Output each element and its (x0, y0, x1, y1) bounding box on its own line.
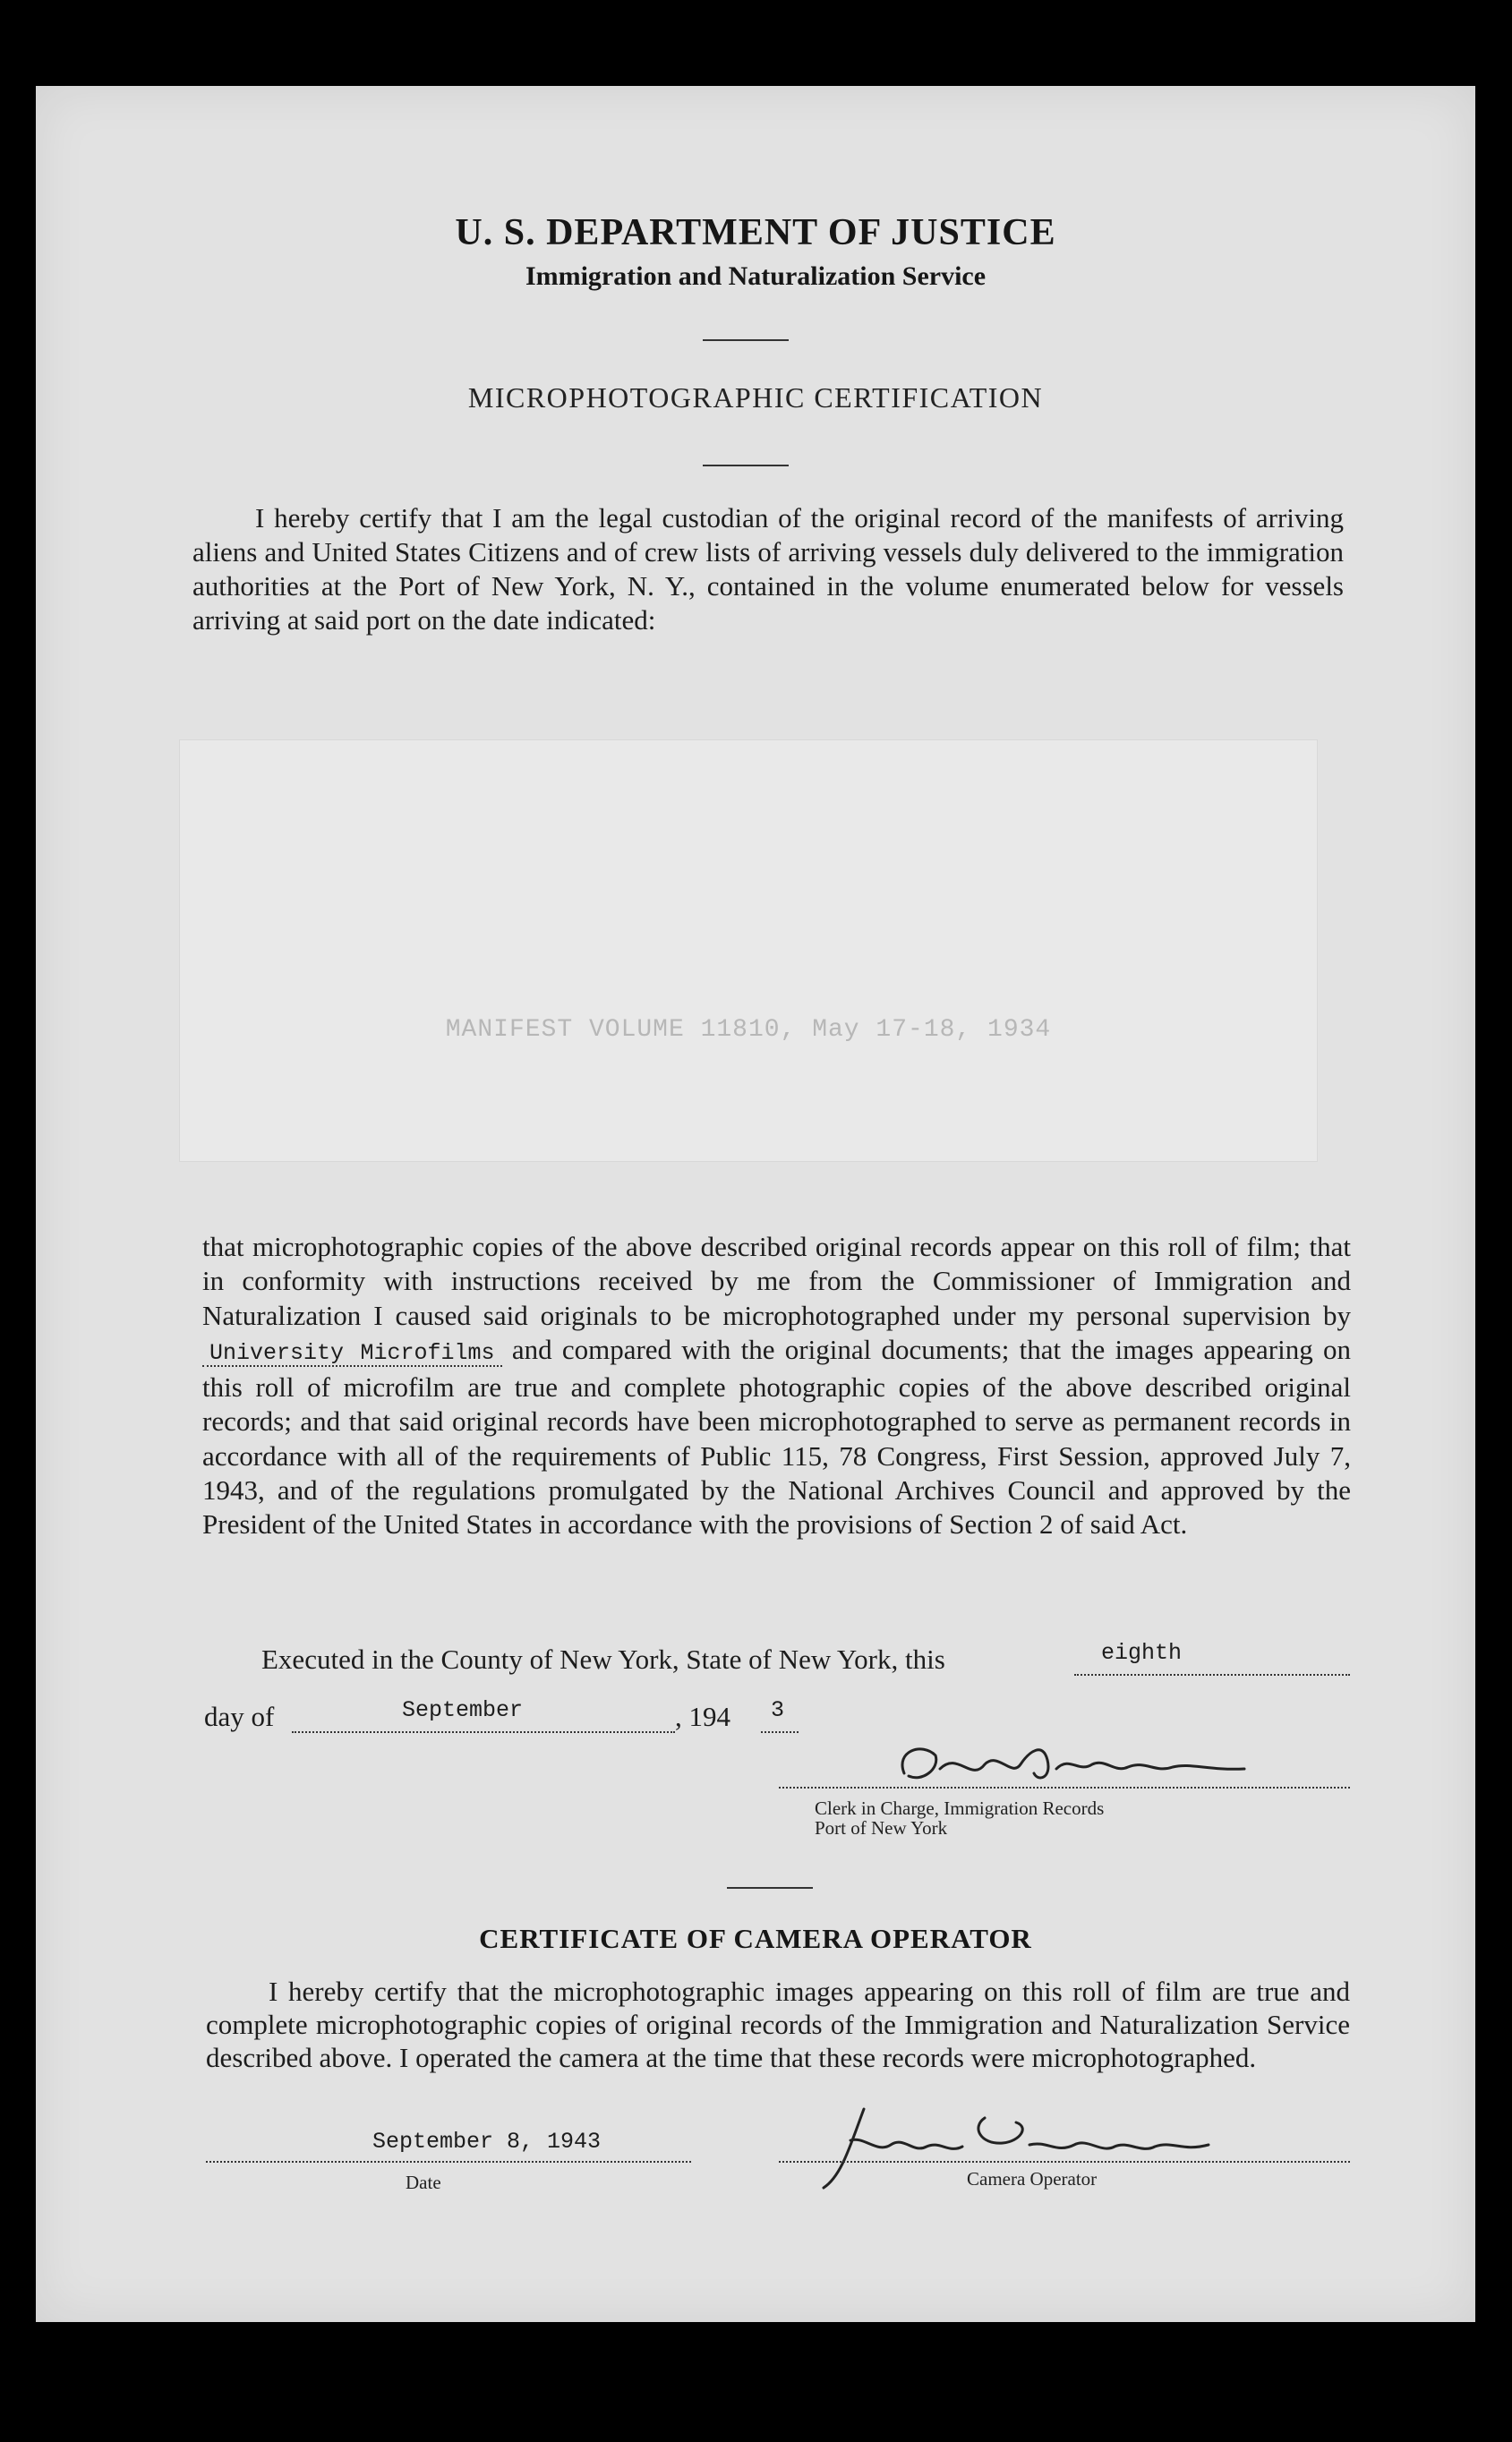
month-field-line (292, 1731, 675, 1733)
service-subtitle: Immigration and Naturalization Service (525, 261, 987, 291)
day-value: eighth (1101, 1640, 1183, 1666)
certification-title: MICROPHOTOGRAPHIC CERTIFICATION (467, 381, 1044, 414)
month-value: September (402, 1697, 524, 1723)
clerk-title: Clerk in Charge, Immigration Records (815, 1797, 1105, 1819)
clerk-caption (815, 1798, 1104, 1838)
day-field-line (1074, 1674, 1350, 1676)
camera-certificate-heading: CERTIFICATE OF CAMERA OPERATOR (479, 1923, 1032, 1954)
section-divider (727, 1887, 813, 1889)
camera-certificate-text: I hereby certify that the microphotographic images appearing on this roll of film are true and complete microphotographic copies of original records of the Immigration and Naturalization Service described above. I operated the camera at the time that these records were microphotographed. (206, 1976, 1350, 2073)
year-digit: 3 (771, 1697, 785, 1723)
certification-body (202, 1230, 1351, 1542)
filmed-by-field (202, 1334, 502, 1367)
year-prefix: , 194 (675, 1701, 730, 1732)
clerk-port: Port of New York (815, 1817, 948, 1839)
volume-photo-region (179, 739, 1318, 1162)
department-title: U. S. DEPARTMENT OF JUSTICE (455, 212, 1056, 253)
filmed-by-value: University Microfilms (209, 1339, 495, 1366)
executed-prefix: Executed in the County of New York, State of New York, this (261, 1644, 945, 1675)
body-part-2: and compared with the original documents; that the images appearing on this roll of microfilm are true and complete photographic copies of the above described original records; and that said original records have been microphotographed to serve as permanent records in accordance with all of the requirements of Public 115, 78 Congress, First Session, approved July 7, 1943, and of the regulations promulgated by the National Archives Council and approved by the President of the United States in accordance with the provisions of Section 2 of said Act. (202, 1333, 1351, 1541)
date-label: Date (406, 2172, 441, 2193)
date-field-line (206, 2161, 691, 2163)
date-value: September 8, 1943 (372, 2129, 602, 2155)
certificate-page (36, 86, 1475, 2322)
manifest-volume-text: MANIFEST VOLUME 11810, May 17-18, 1934 (445, 1016, 1052, 1044)
body-part-1: that microphotographic copies of the above described original records appear on this roll of film; that in conformity with instructions received by me from the Commissioner of Immigration and Naturalization I caused said originals to be microphotographed under my personal supervision by (202, 1231, 1351, 1331)
operator-label: Camera Operator (967, 2168, 1098, 2190)
year-field-line (761, 1731, 799, 1733)
day-of-label: day of (204, 1701, 275, 1732)
clerk-signature-line (779, 1787, 1350, 1789)
operator-signature-line (779, 2161, 1350, 2163)
title-divider (703, 465, 789, 466)
title-divider (703, 339, 789, 341)
intro-paragraph: I hereby certify that I am the legal custodian of the original record of the manifests of arriving aliens and United States Citizens and of crew lists of arriving vessels duly delivered to the immigration authorities at the Port of New York, N. Y., contained in the volume enumerated below for vessels arriving at said port on the date indicated: (192, 502, 1344, 636)
